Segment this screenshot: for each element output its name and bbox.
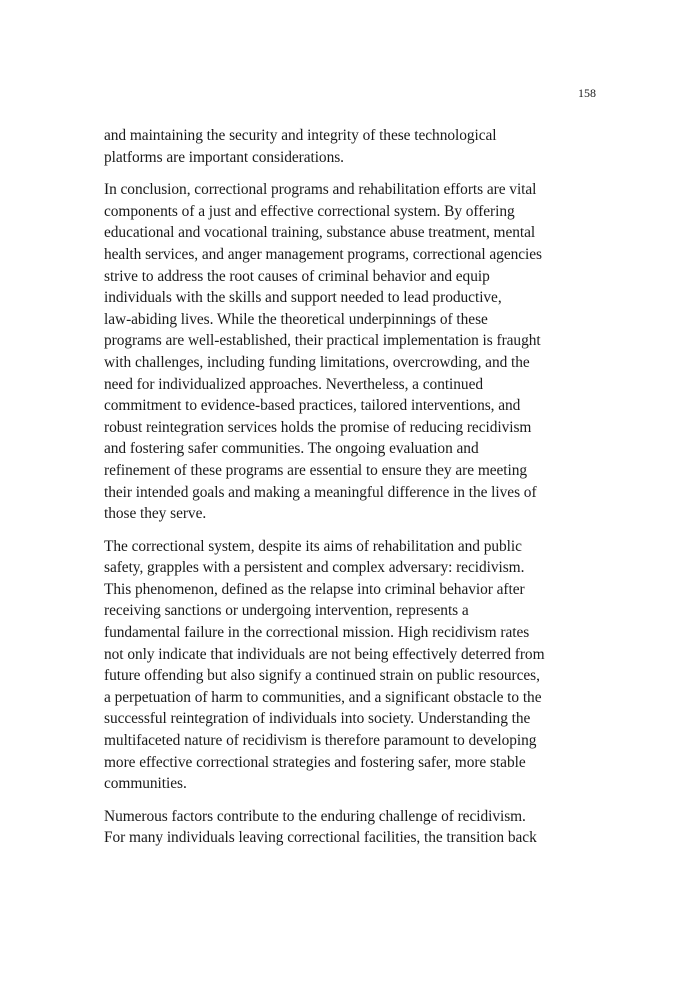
- text-line: their intended goals and making a meaningful difference in the lives of: [104, 483, 537, 501]
- text-line: not only indicate that individuals are not being effectively deterred from: [104, 645, 545, 663]
- text-line: successful reintegration of individuals into society. Understanding the: [104, 710, 531, 728]
- text-line: robust reintegration services holds the promise of reducing recidivism: [104, 418, 532, 436]
- text-line: refinement of these programs are essential to ensure they are meeting: [104, 461, 528, 479]
- text-line: programs are well-established, their practical implementation is fraught: [104, 332, 541, 350]
- text-line: and fostering safer communities. The ongoing evaluation and: [104, 440, 479, 458]
- text-line: with challenges, including funding limitations, overcrowding, and the: [104, 353, 530, 371]
- body-text: [104, 125, 604, 860]
- paragraph-4: [104, 806, 604, 849]
- text-line: strive to address the root causes of criminal behavior and equip: [104, 267, 490, 285]
- text-line: and maintaining the security and integrity of these technological: [104, 127, 497, 144]
- text-line: need for individualized approaches. Nevertheless, a continued: [104, 375, 484, 393]
- text-line: components of a just and effective correctional system. By offering: [104, 202, 515, 220]
- text-line: platforms are important considerations.: [104, 148, 344, 166]
- paragraph-3: [104, 536, 604, 795]
- page-number: 158: [578, 86, 596, 100]
- text-line: fundamental failure in the correctional mission. High recidivism rates: [104, 624, 530, 642]
- paragraph-1: [104, 125, 604, 168]
- text-line: In conclusion, correctional programs and rehabilitation efforts are vital: [104, 181, 537, 199]
- text-line: The correctional system, despite its aims of rehabilitation and public: [104, 537, 522, 555]
- text-line: future offending but also signify a continued strain on public resources,: [104, 667, 540, 685]
- text-line: individuals with the skills and support needed to lead productive,: [104, 289, 502, 307]
- text-line: This phenomenon, defined as the relapse into criminal behavior after: [104, 580, 525, 598]
- text-line: safety, grapples with a persistent and complex adversary: recidivism.: [104, 559, 525, 577]
- text-line: commitment to evidence-based practices, tailored interventions, and: [104, 397, 521, 415]
- text-line: law-abiding lives. While the theoretical underpinnings of these: [104, 310, 488, 328]
- text-line: educational and vocational training, substance abuse treatment, mental: [104, 224, 536, 242]
- text-line: communities.: [104, 775, 187, 793]
- text-line: more effective correctional strategies and fostering safer, more stable: [104, 753, 526, 771]
- paragraph-2: [104, 179, 604, 525]
- text-line: those they serve.: [104, 505, 207, 523]
- text-line: Numerous factors contribute to the enduring challenge of recidivism.: [104, 807, 526, 825]
- text-line: For many individuals leaving correctional facilities, the transition back: [104, 829, 537, 847]
- text-line: receiving sanctions or undergoing intervention, represents a: [104, 602, 469, 620]
- text-line: multifaceted nature of recidivism is therefore paramount to developing: [104, 732, 537, 750]
- text-line: health services, and anger management programs, correctional agencies: [104, 245, 542, 263]
- text-line: a perpetuation of harm to communities, and a significant obstacle to the: [104, 688, 542, 706]
